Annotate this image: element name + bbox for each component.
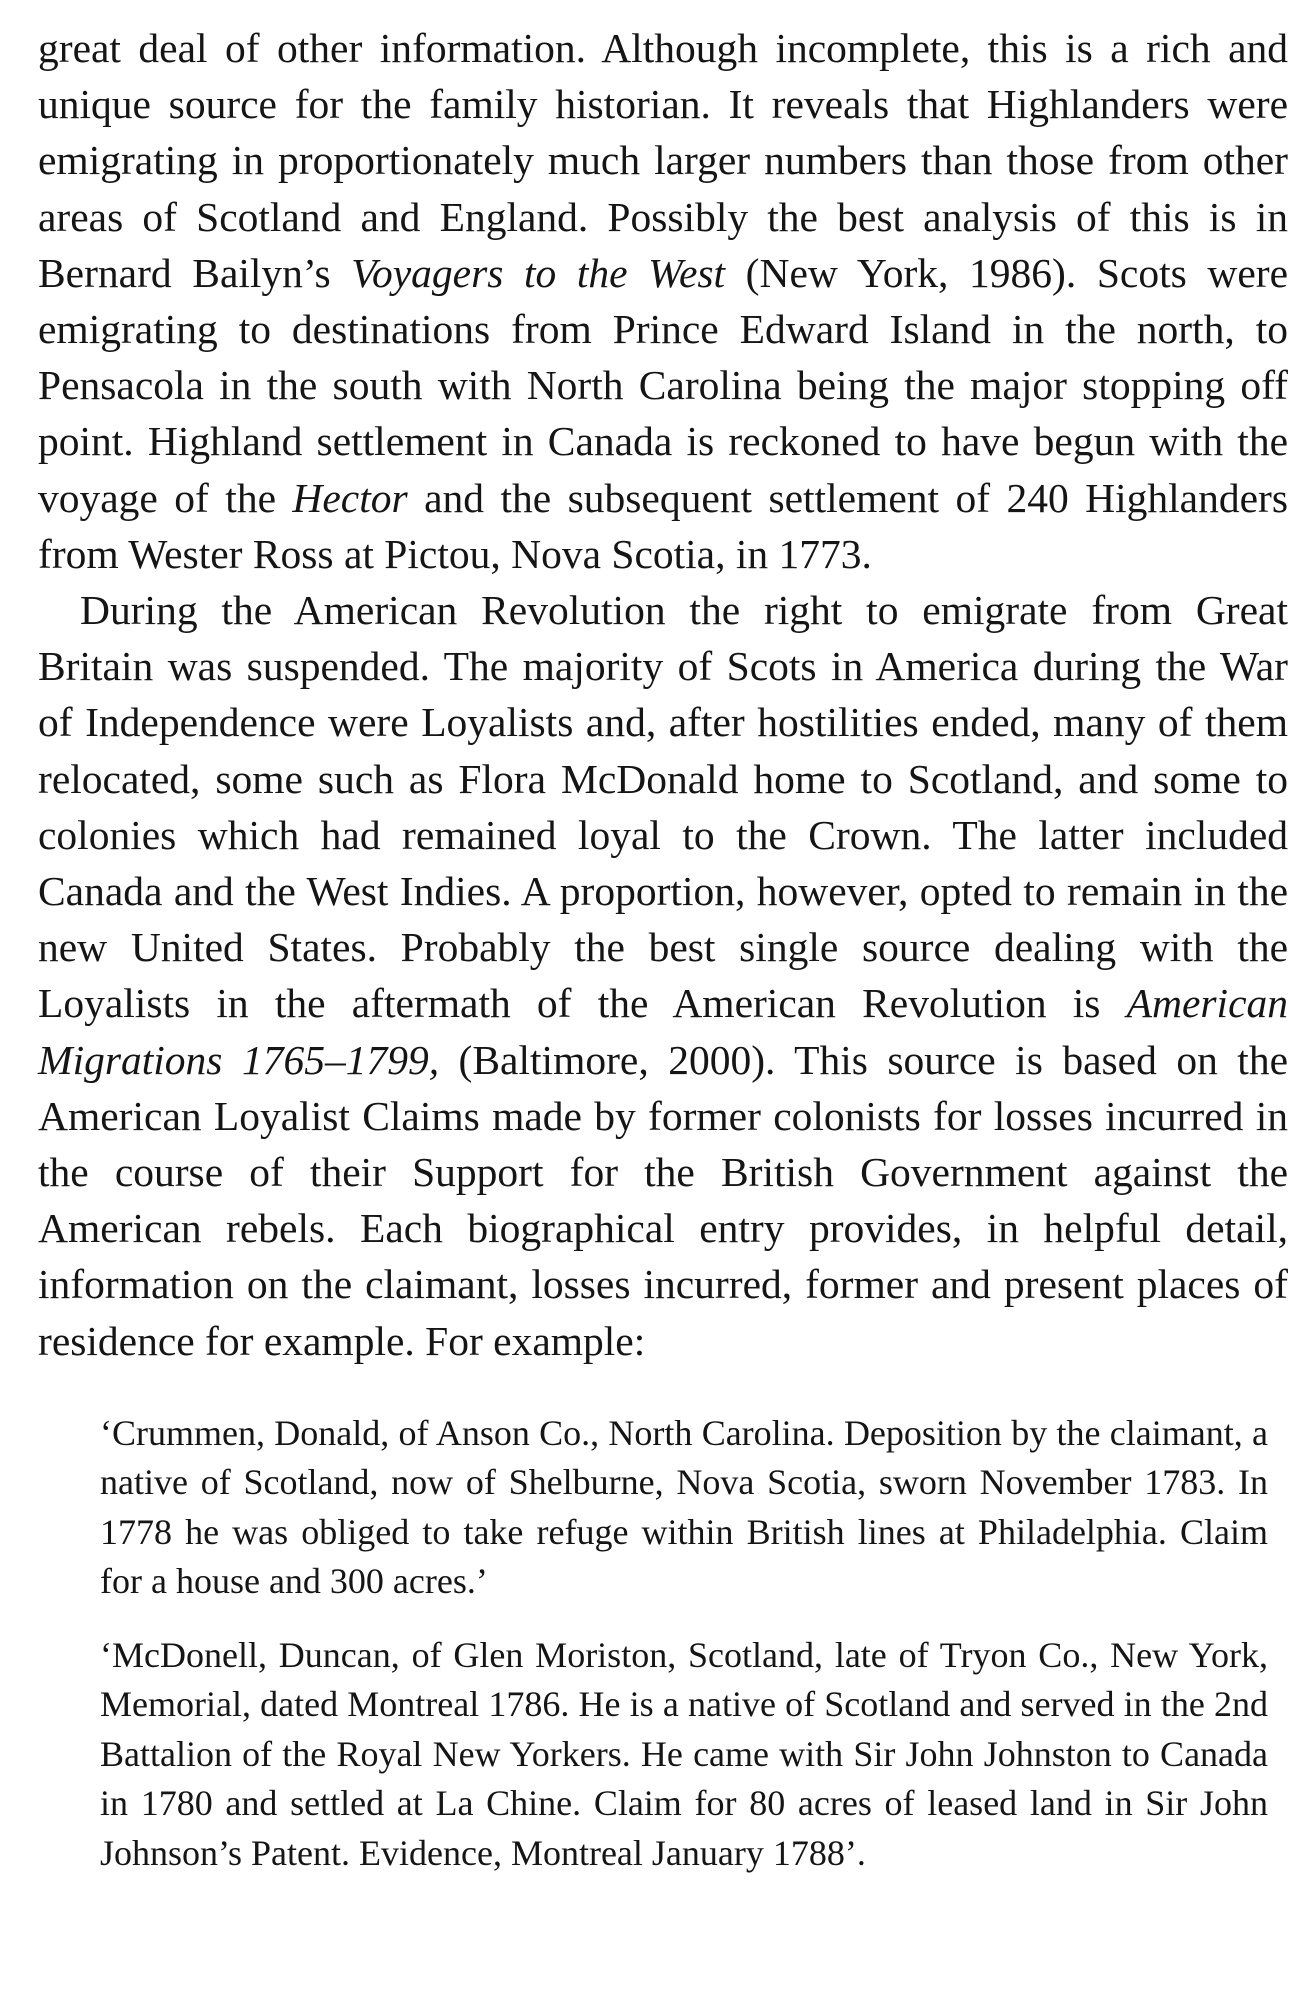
book-title-american-migrations: American Migrations 1765–1799,: [38, 980, 1288, 1083]
paragraph-1-text-3: and the subsequent settlement of 240 Highlanders from Wester Ross at Pictou, Nova Scotia, in 1773.: [38, 474, 1288, 577]
book-title-voyagers: Voyagers to the West: [351, 249, 726, 296]
paragraph-2-text-1: During the American Revolution the right to emigrate from Great Britain was suspended. The majority of Scots in America during the War of Independence were Loyalists and, after hostilities ended, many of them relocated, some such as Flora McDonald home to Scotland, and some to colonies which had remained loyal to the Crown. The latter included Canada and the West Indies. A proportion, however, opted to remain in the new United States. Probably the best single source dealing with the Loyalists in the aftermath of the American Revolution is: [38, 587, 1288, 1027]
body-paragraph-1: [38, 0, 1288, 582]
block-quote-mcdonell: ‘McDonell, Duncan, of Glen Moriston, Scotland, late of Tryon Co., New York, Memorial, dated Montreal 1786. He is a native of Scotland and served in the 2nd Battalion of the Royal New Yorkers. He came with Sir John Johnston to Canada in 1780 and settled at La Chine. Claim for 80 acres of leased land in Sir John Johnson’s Patent. Evidence, Montreal January 1788’.: [100, 1634, 1268, 1873]
ship-name-hector: Hector: [292, 474, 408, 521]
paragraph-1-text-2: (New York, 1986). Scots were emigrating to destinations from Prince Edward Island in the north, to Pensacola in the south with North Carolina being the major stopping off point. Highland settlement in Canada is reckoned to have begun with the voyage of the: [38, 249, 1289, 521]
paragraph-2-text-2: (Baltimore, 2000). This source is based on the American Loyalist Claims made by former colonists for losses incurred in the course of their Support for the British Government against the American rebels. Each biographical entry provides, in helpful detail, information on the claimant, losses incurred, former and present places of residence for example. For example:: [38, 1036, 1288, 1364]
body-paragraph-2: [38, 582, 1288, 1369]
paragraph-1-text-1: great deal of other information. Although incomplete, this is a rich and unique source for the family historian. It reveals that Highlanders were emigrating in proportionately much larger numbers than those from other areas of Scotland and England. Possibly the best analysis of this is in Bernard Bailyn’s: [38, 25, 1288, 296]
book-page: [38, 0, 1288, 1878]
block-quote-crummen: ‘Crummen, Donald, of Anson Co., North Carolina. Deposition by the claimant, a native of Scotland, now of Shelburne, Nova Scotia, sworn November 1783. In 1778 he was obliged to take refuge within British lines at Philadelphia. Claim for a house and 300 acres.’: [100, 1412, 1268, 1602]
